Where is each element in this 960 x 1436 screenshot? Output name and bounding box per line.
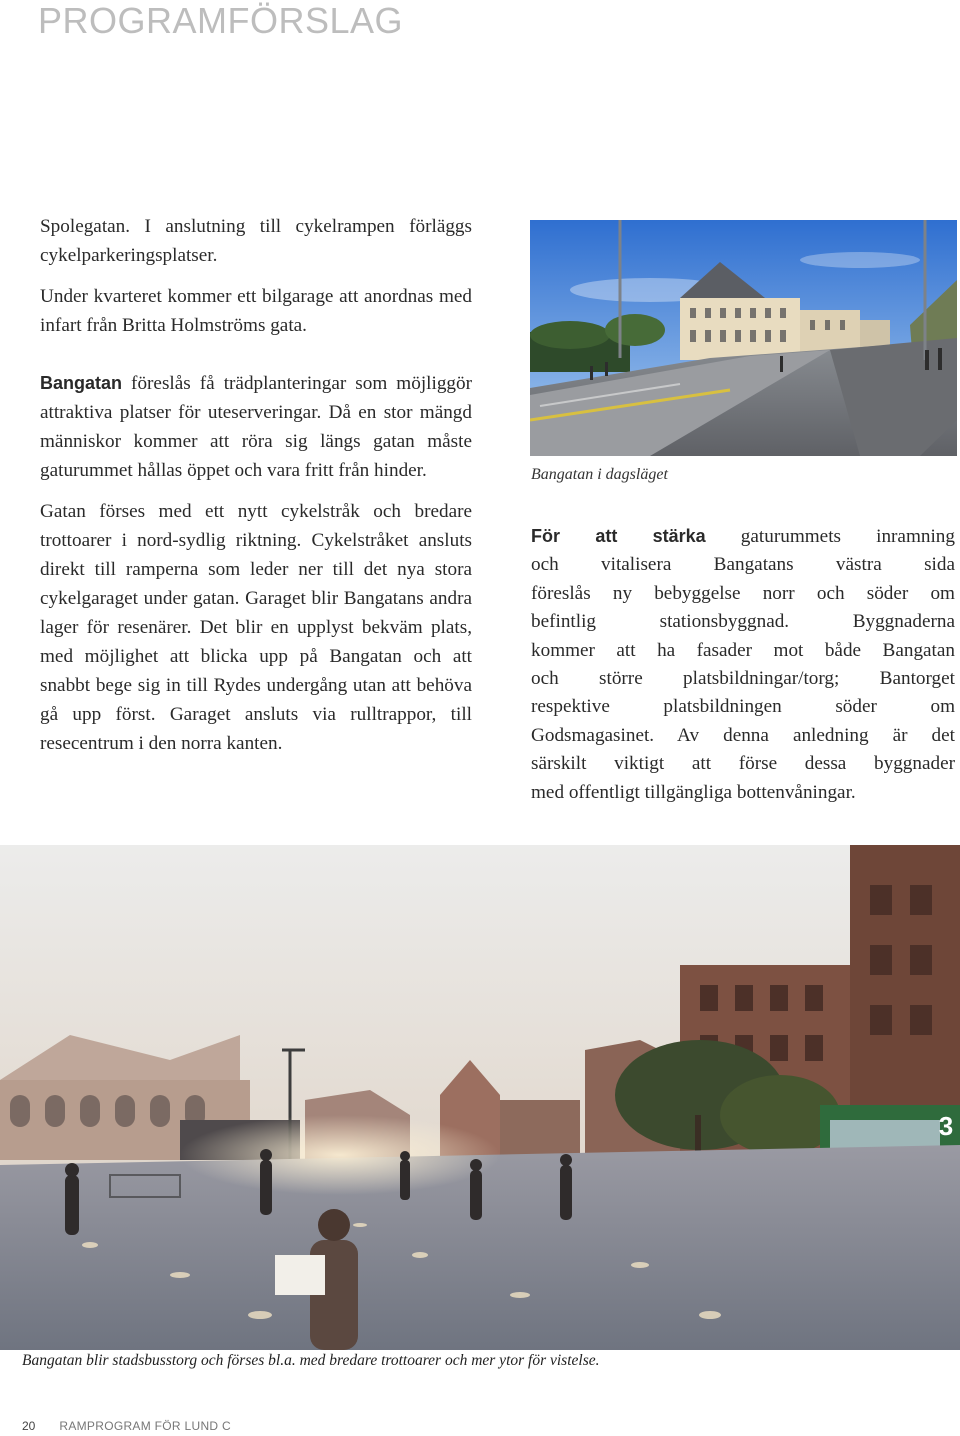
paragraph-lead-bangatan: Bangatan: [40, 373, 123, 393]
photo-bangatan-rendering: [0, 845, 960, 1350]
right-line-7: respektive platsbildningen söder om: [531, 696, 955, 718]
paragraph-bangatan: [40, 369, 472, 485]
bus-route-number: 3: [938, 1111, 954, 1141]
page-footer: [22, 1419, 231, 1433]
paragraph-bangatan-body: föreslås få trädplanteringar som möjliggör attraktiva platser för uteserveringar. Då en stor mängd människor kommer att röra sig längs gatan måste gaturummet hållas öppet och vara fritt från hinder.: [40, 373, 472, 481]
paragraph-spolegatan: Spolegatan. I anslutning till cykelrampen förläggs cykelparkeringsplatser.: [40, 216, 472, 266]
right-line-5: kommer att ha fasader mot både Bangatan: [531, 639, 955, 661]
right-line-4: befintlig stationsbyggnad. Byggnaderna: [531, 611, 955, 633]
right-line-2: och vitalisera Bangatans västra sida: [531, 554, 955, 576]
right-text-column: [531, 522, 955, 807]
photo-bangatan-today: [530, 220, 957, 456]
document-title: RAMPROGRAM FÖR LUND C: [59, 1419, 231, 1433]
photo-caption-top: Bangatan i dagsläget: [531, 466, 668, 483]
paragraph-cykelstrak: Gatan förses med ett nytt cykelstråk och bredare trottoarer i nord-sydlig riktning. Cykelstråket ansluts direkt till ramperna som leder ner till det nya stora cykelgaraget under gatan. Garaget blir Bangatans andra lager för resenärer. Det blir en upplyst bekväm plats, med möjlighet att blicka upp på Bangatan och att snabbt bege sig in till Rydes undergång utan att behöva gå upp först. Garaget ansluts via rulltrappor, till resecentrum i den norra kanten.: [40, 501, 472, 754]
paragraph-lead-for-att-starka: För att stärka: [531, 526, 706, 546]
right-line-1-text: gaturummets inramning: [705, 526, 955, 547]
right-line-8: Godsmagasinet. Av denna anledning är det: [531, 724, 955, 746]
left-text-column: [40, 212, 472, 758]
right-line-3: föreslås ny bebyggelse norr och söder om: [531, 582, 955, 604]
photo-caption-bottom: Bangatan blir stadsbusstorg och förses bl.a. med bredare trottoarer och mer ytor för vistelse.: [22, 1352, 600, 1369]
right-line-1: [531, 522, 955, 551]
page-number: 20: [22, 1419, 36, 1433]
right-line-9: särskilt viktigt att förse dessa byggnader: [531, 753, 955, 775]
paragraph-bilgarage: Under kvarteret kommer ett bilgarage att anordnas med infart från Britta Holmströms gata.: [40, 286, 472, 336]
right-line-6: och större platsbildningar/torg; Bantorget: [531, 668, 955, 690]
right-line-10: med offentligt tillgängliga bottenvåningar.: [531, 781, 856, 803]
section-title: PROGRAMFÖRSLAG: [38, 0, 404, 41]
